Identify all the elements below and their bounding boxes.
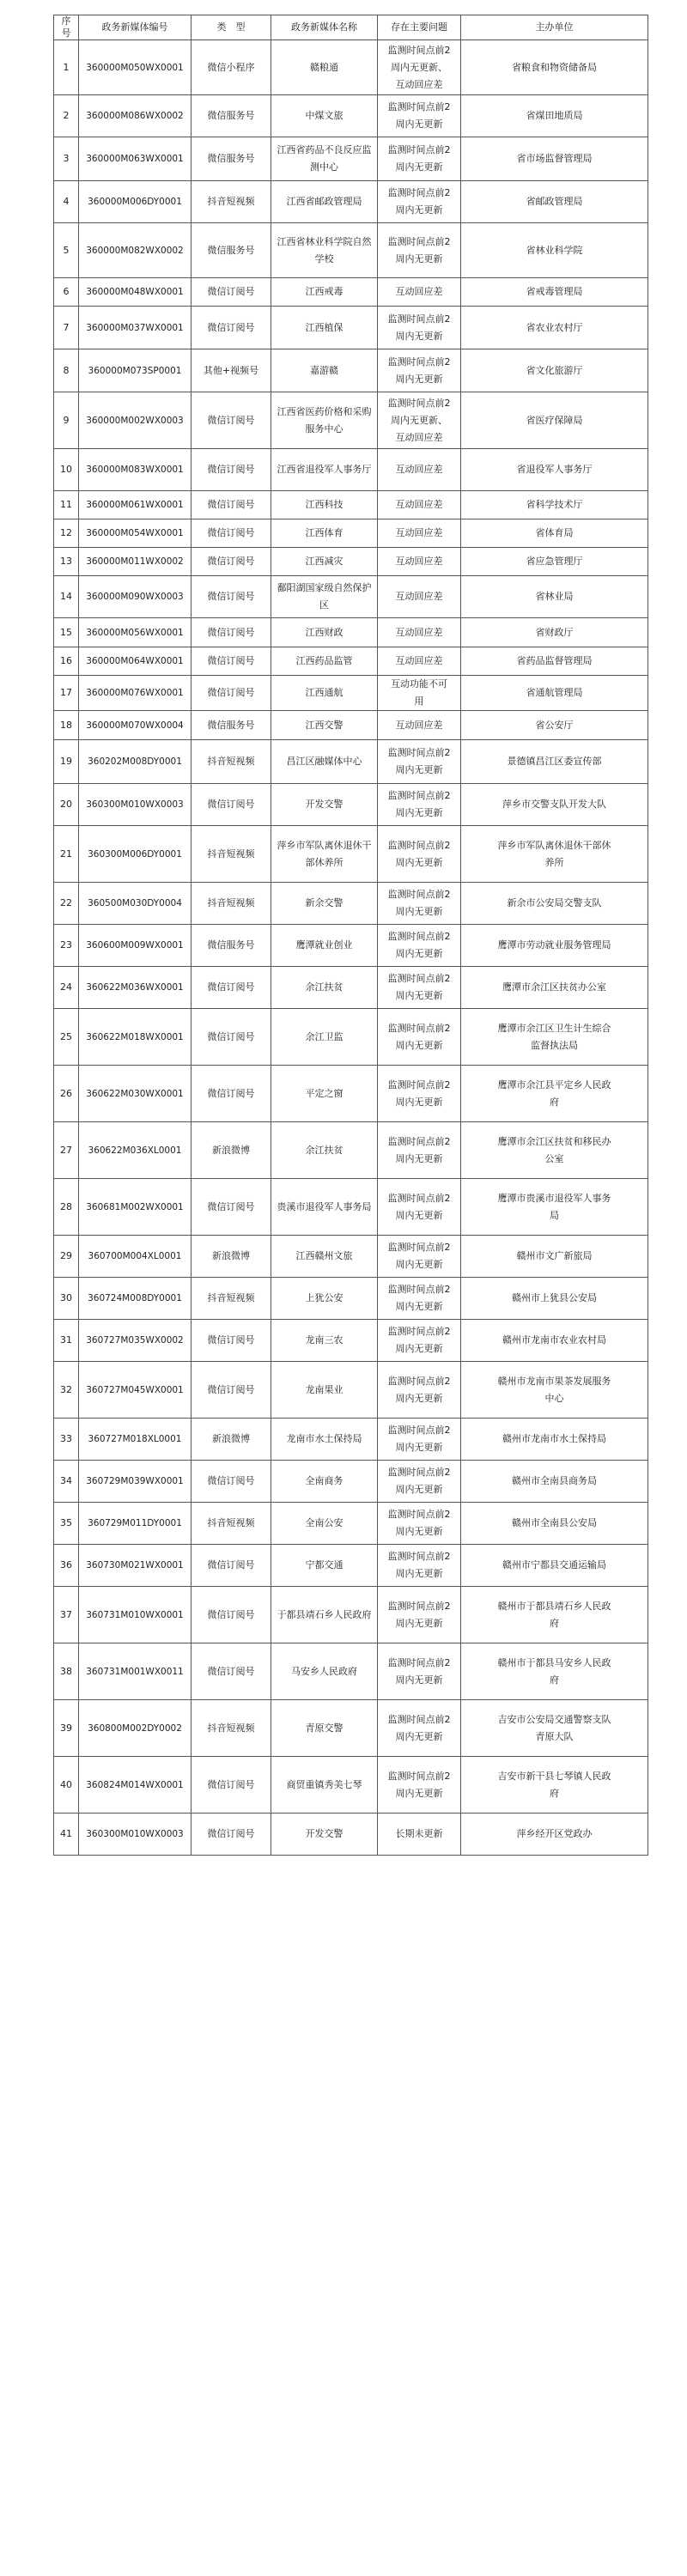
cell-unit: 萍乡市军队离休退休干部休养所 bbox=[461, 826, 648, 883]
cell-issue: 监测时间点前2周内无更新 bbox=[378, 1461, 461, 1503]
table-row bbox=[54, 349, 648, 392]
cell-issue: 互动功能不可用 bbox=[378, 676, 461, 711]
table-row bbox=[54, 711, 648, 740]
cell-type: 微信订阅号 bbox=[192, 548, 271, 576]
header-unit: 主办单位 bbox=[461, 15, 648, 40]
cell-code: 360724M008DY0001 bbox=[79, 1278, 192, 1320]
cell-name: 江西科技 bbox=[271, 491, 378, 519]
cell-type: 抖音短视频 bbox=[192, 740, 271, 784]
cell-no: 23 bbox=[54, 925, 79, 967]
cell-no: 39 bbox=[54, 1700, 79, 1757]
cell-name: 马安乡人民政府 bbox=[271, 1643, 378, 1700]
cell-type: 微信服务号 bbox=[192, 95, 271, 137]
cell-code: 360824M014WX0001 bbox=[79, 1757, 192, 1814]
cell-code: 360300M006DY0001 bbox=[79, 826, 192, 883]
cell-unit: 鹰潭市劳动就业服务管理局 bbox=[461, 925, 648, 967]
cell-name: 开发交警 bbox=[271, 784, 378, 826]
cell-code: 360731M010WX0001 bbox=[79, 1587, 192, 1643]
cell-issue: 监测时间点前2周内无更新 bbox=[378, 1320, 461, 1362]
cell-issue: 互动回应差 bbox=[378, 519, 461, 548]
cell-name: 开发交警 bbox=[271, 1814, 378, 1856]
header-name: 政务新媒体名称 bbox=[271, 15, 378, 40]
cell-type: 微信订阅号 bbox=[192, 1545, 271, 1587]
cell-unit: 省邮政管理局 bbox=[461, 181, 648, 223]
cell-code: 360700M004XL0001 bbox=[79, 1236, 192, 1278]
cell-name: 上犹公安 bbox=[271, 1278, 378, 1320]
cell-code: 360000M054WX0001 bbox=[79, 519, 192, 548]
cell-type: 微信订阅号 bbox=[192, 676, 271, 711]
cell-issue: 互动回应差 bbox=[378, 618, 461, 647]
cell-issue: 互动回应差 bbox=[378, 711, 461, 740]
cell-name: 昌江区融媒体中心 bbox=[271, 740, 378, 784]
cell-no: 35 bbox=[54, 1503, 79, 1545]
cell-code: 360000M064WX0001 bbox=[79, 647, 192, 676]
cell-name: 江西戒毒 bbox=[271, 278, 378, 307]
cell-no: 18 bbox=[54, 711, 79, 740]
cell-code: 360622M018WX0001 bbox=[79, 1009, 192, 1066]
cell-issue: 互动回应差 bbox=[378, 647, 461, 676]
cell-no: 11 bbox=[54, 491, 79, 519]
table-row bbox=[54, 392, 648, 449]
cell-type: 新浪微博 bbox=[192, 1419, 271, 1461]
cell-code: 360000M050WX0001 bbox=[79, 40, 192, 95]
cell-no: 6 bbox=[54, 278, 79, 307]
cell-unit: 新余市公安局交警支队 bbox=[461, 883, 648, 925]
cell-type: 微信订阅号 bbox=[192, 1757, 271, 1814]
cell-unit: 省市场监督管理局 bbox=[461, 137, 648, 181]
cell-unit: 省戒毒管理局 bbox=[461, 278, 648, 307]
table-row bbox=[54, 1278, 648, 1320]
cell-code: 360000M006DY0001 bbox=[79, 181, 192, 223]
cell-code: 360622M030WX0001 bbox=[79, 1066, 192, 1122]
cell-issue: 监测时间点前2周内无更新 bbox=[378, 784, 461, 826]
cell-type: 微信小程序 bbox=[192, 40, 271, 95]
cell-type: 新浪微博 bbox=[192, 1236, 271, 1278]
cell-unit: 省粮食和物资储备局 bbox=[461, 40, 648, 95]
cell-unit: 赣州市龙南市水土保持局 bbox=[461, 1419, 648, 1461]
cell-unit: 省应急管理厅 bbox=[461, 548, 648, 576]
cell-type: 微信订阅号 bbox=[192, 1179, 271, 1236]
cell-unit: 赣州市文广新旅局 bbox=[461, 1236, 648, 1278]
table-row bbox=[54, 137, 648, 181]
table-row bbox=[54, 278, 648, 307]
cell-no: 27 bbox=[54, 1122, 79, 1179]
cell-type: 微信订阅号 bbox=[192, 1009, 271, 1066]
cell-unit: 吉安市新干县七琴镇人民政府 bbox=[461, 1757, 648, 1814]
cell-issue: 互动回应差 bbox=[378, 278, 461, 307]
cell-no: 32 bbox=[54, 1362, 79, 1419]
table-row bbox=[54, 223, 648, 278]
cell-unit: 省体育局 bbox=[461, 519, 648, 548]
cell-issue: 监测时间点前2周内无更新 bbox=[378, 1545, 461, 1587]
cell-type: 新浪微博 bbox=[192, 1122, 271, 1179]
cell-no: 38 bbox=[54, 1643, 79, 1700]
cell-name: 中煤文旅 bbox=[271, 95, 378, 137]
cell-name: 萍乡市军队离休退休干部休养所 bbox=[271, 826, 378, 883]
cell-name: 嘉游赣 bbox=[271, 349, 378, 392]
cell-name: 全南商务 bbox=[271, 1461, 378, 1503]
cell-issue: 监测时间点前2周内无更新、互动回应差 bbox=[378, 392, 461, 449]
cell-code: 360000M002WX0003 bbox=[79, 392, 192, 449]
cell-no: 12 bbox=[54, 519, 79, 548]
cell-no: 2 bbox=[54, 95, 79, 137]
table-row bbox=[54, 826, 648, 883]
table-row bbox=[54, 1757, 648, 1814]
table-row bbox=[54, 676, 648, 711]
cell-no: 34 bbox=[54, 1461, 79, 1503]
cell-no: 9 bbox=[54, 392, 79, 449]
cell-code: 360300M010WX0003 bbox=[79, 1814, 192, 1856]
cell-name: 商贸重镇秀美七琴 bbox=[271, 1757, 378, 1814]
cell-code: 360727M045WX0001 bbox=[79, 1362, 192, 1419]
cell-issue: 监测时间点前2周内无更新 bbox=[378, 95, 461, 137]
cell-type: 其他+视频号 bbox=[192, 349, 271, 392]
cell-issue: 监测时间点前2周内无更新 bbox=[378, 967, 461, 1009]
cell-name: 江西通航 bbox=[271, 676, 378, 711]
cell-issue: 监测时间点前2周内无更新 bbox=[378, 1236, 461, 1278]
cell-code: 360800M002DY0002 bbox=[79, 1700, 192, 1757]
cell-name: 江西省退役军人事务厅 bbox=[271, 449, 378, 491]
cell-code: 360681M002WX0001 bbox=[79, 1179, 192, 1236]
cell-code: 360730M021WX0001 bbox=[79, 1545, 192, 1587]
cell-type: 微信订阅号 bbox=[192, 1587, 271, 1643]
header-type: 类 型 bbox=[192, 15, 271, 40]
notice-table-container bbox=[53, 15, 647, 1856]
cell-type: 抖音短视频 bbox=[192, 1700, 271, 1757]
cell-type: 微信订阅号 bbox=[192, 1814, 271, 1856]
cell-code: 360000M076WX0001 bbox=[79, 676, 192, 711]
cell-name: 龙南果业 bbox=[271, 1362, 378, 1419]
cell-type: 微信服务号 bbox=[192, 137, 271, 181]
table-row bbox=[54, 925, 648, 967]
cell-code: 360622M036WX0001 bbox=[79, 967, 192, 1009]
cell-type: 微信订阅号 bbox=[192, 1643, 271, 1700]
cell-no: 22 bbox=[54, 883, 79, 925]
cell-name: 江西赣州文旅 bbox=[271, 1236, 378, 1278]
cell-name: 江西省林业科学院自然学校 bbox=[271, 223, 378, 278]
cell-type: 抖音短视频 bbox=[192, 826, 271, 883]
cell-type: 微信订阅号 bbox=[192, 1461, 271, 1503]
cell-issue: 监测时间点前2周内无更新、互动回应差 bbox=[378, 40, 461, 95]
cell-code: 360727M035WX0002 bbox=[79, 1320, 192, 1362]
table-row bbox=[54, 449, 648, 491]
cell-unit: 省药品监督管理局 bbox=[461, 647, 648, 676]
table-row bbox=[54, 883, 648, 925]
cell-unit: 省林业科学院 bbox=[461, 223, 648, 278]
cell-unit: 赣州市于都县马安乡人民政府 bbox=[461, 1643, 648, 1700]
cell-name: 宁都交通 bbox=[271, 1545, 378, 1587]
cell-issue: 监测时间点前2周内无更新 bbox=[378, 1700, 461, 1757]
cell-unit: 赣州市宁都县交通运输局 bbox=[461, 1545, 648, 1587]
cell-no: 26 bbox=[54, 1066, 79, 1122]
cell-no: 29 bbox=[54, 1236, 79, 1278]
cell-code: 360000M070WX0004 bbox=[79, 711, 192, 740]
cell-no: 28 bbox=[54, 1179, 79, 1236]
cell-no: 7 bbox=[54, 307, 79, 349]
cell-code: 360000M086WX0002 bbox=[79, 95, 192, 137]
cell-issue: 互动回应差 bbox=[378, 449, 461, 491]
cell-code: 360000M048WX0001 bbox=[79, 278, 192, 307]
table-row bbox=[54, 95, 648, 137]
cell-code: 360000M083WX0001 bbox=[79, 449, 192, 491]
table-row bbox=[54, 1461, 648, 1503]
cell-no: 40 bbox=[54, 1757, 79, 1814]
table-row bbox=[54, 548, 648, 576]
cell-unit: 赣州市全南县公安局 bbox=[461, 1503, 648, 1545]
table-row bbox=[54, 491, 648, 519]
cell-issue: 监测时间点前2周内无更新 bbox=[378, 1362, 461, 1419]
cell-name: 全南公安 bbox=[271, 1503, 378, 1545]
cell-issue: 互动回应差 bbox=[378, 491, 461, 519]
table-row bbox=[54, 1587, 648, 1643]
cell-issue: 监测时间点前2周内无更新 bbox=[378, 1587, 461, 1643]
cell-type: 微信订阅号 bbox=[192, 278, 271, 307]
cell-name: 江西减灾 bbox=[271, 548, 378, 576]
cell-type: 微信订阅号 bbox=[192, 1066, 271, 1122]
cell-type: 微信服务号 bbox=[192, 223, 271, 278]
cell-type: 抖音短视频 bbox=[192, 1278, 271, 1320]
cell-type: 微信订阅号 bbox=[192, 784, 271, 826]
cell-unit: 鹰潭市贵溪市退役军人事务局 bbox=[461, 1179, 648, 1236]
cell-unit: 赣州市于都县靖石乡人民政府 bbox=[461, 1587, 648, 1643]
cell-unit: 鹰潭市余江区扶贫办公室 bbox=[461, 967, 648, 1009]
table-row bbox=[54, 967, 648, 1009]
table-row bbox=[54, 1320, 648, 1362]
cell-name: 江西省邮政管理局 bbox=[271, 181, 378, 223]
cell-name: 赣粮通 bbox=[271, 40, 378, 95]
cell-name: 江西药品监管 bbox=[271, 647, 378, 676]
cell-no: 20 bbox=[54, 784, 79, 826]
cell-no: 30 bbox=[54, 1278, 79, 1320]
table-row bbox=[54, 519, 648, 548]
cell-unit: 鹰潭市余江区卫生计生综合监督执法局 bbox=[461, 1009, 648, 1066]
cell-name: 贵溪市退役军人事务局 bbox=[271, 1179, 378, 1236]
cell-unit: 省科学技术厅 bbox=[461, 491, 648, 519]
cell-name: 龙南三农 bbox=[271, 1320, 378, 1362]
cell-code: 360600M009WX0001 bbox=[79, 925, 192, 967]
cell-no: 17 bbox=[54, 676, 79, 711]
cell-code: 360729M039WX0001 bbox=[79, 1461, 192, 1503]
cell-unit: 赣州市龙南市农业农村局 bbox=[461, 1320, 648, 1362]
cell-type: 微信订阅号 bbox=[192, 967, 271, 1009]
cell-type: 微信订阅号 bbox=[192, 449, 271, 491]
cell-unit: 省公安厅 bbox=[461, 711, 648, 740]
cell-issue: 监测时间点前2周内无更新 bbox=[378, 1419, 461, 1461]
cell-type: 抖音短视频 bbox=[192, 181, 271, 223]
header-issue: 存在主要问题 bbox=[378, 15, 461, 40]
cell-code: 360202M008DY0001 bbox=[79, 740, 192, 784]
cell-issue: 监测时间点前2周内无更新 bbox=[378, 1643, 461, 1700]
cell-code: 360000M056WX0001 bbox=[79, 618, 192, 647]
cell-unit: 省林业局 bbox=[461, 576, 648, 618]
cell-code: 360500M030DY0004 bbox=[79, 883, 192, 925]
cell-issue: 互动回应差 bbox=[378, 576, 461, 618]
table-row bbox=[54, 618, 648, 647]
cell-issue: 监测时间点前2周内无更新 bbox=[378, 925, 461, 967]
cell-unit: 赣州市龙南市果茶发展服务中心 bbox=[461, 1362, 648, 1419]
table-row bbox=[54, 1179, 648, 1236]
cell-name: 鹰潭就业创业 bbox=[271, 925, 378, 967]
cell-name: 江西省医药价格和采购服务中心 bbox=[271, 392, 378, 449]
cell-type: 微信订阅号 bbox=[192, 1320, 271, 1362]
table-row bbox=[54, 1419, 648, 1461]
cell-name: 平定之窗 bbox=[271, 1066, 378, 1122]
cell-issue: 监测时间点前2周内无更新 bbox=[378, 349, 461, 392]
cell-name: 江西植保 bbox=[271, 307, 378, 349]
cell-no: 10 bbox=[54, 449, 79, 491]
cell-type: 微信订阅号 bbox=[192, 618, 271, 647]
table-row bbox=[54, 740, 648, 784]
cell-issue: 监测时间点前2周内无更新 bbox=[378, 1757, 461, 1814]
cell-issue: 监测时间点前2周内无更新 bbox=[378, 307, 461, 349]
header-no: 序号 bbox=[54, 15, 79, 40]
table-row bbox=[54, 1236, 648, 1278]
cell-name: 余江扶贫 bbox=[271, 1122, 378, 1179]
cell-no: 31 bbox=[54, 1320, 79, 1362]
cell-unit: 鹰潭市余江县平定乡人民政府 bbox=[461, 1066, 648, 1122]
table-row bbox=[54, 307, 648, 349]
cell-type: 抖音短视频 bbox=[192, 1503, 271, 1545]
cell-type: 微信订阅号 bbox=[192, 307, 271, 349]
table-body bbox=[54, 40, 648, 1856]
cell-type: 微信订阅号 bbox=[192, 491, 271, 519]
cell-code: 360000M061WX0001 bbox=[79, 491, 192, 519]
cell-unit: 省煤田地质局 bbox=[461, 95, 648, 137]
table-row bbox=[54, 40, 648, 95]
header-code: 政务新媒体编号 bbox=[79, 15, 192, 40]
cell-no: 8 bbox=[54, 349, 79, 392]
cell-name: 江西财政 bbox=[271, 618, 378, 647]
cell-name: 余江卫监 bbox=[271, 1009, 378, 1066]
cell-no: 19 bbox=[54, 740, 79, 784]
cell-issue: 监测时间点前2周内无更新 bbox=[378, 826, 461, 883]
table-row bbox=[54, 647, 648, 676]
cell-issue: 监测时间点前2周内无更新 bbox=[378, 740, 461, 784]
cell-code: 360000M082WX0002 bbox=[79, 223, 192, 278]
cell-name: 余江扶贫 bbox=[271, 967, 378, 1009]
table-row bbox=[54, 1009, 648, 1066]
cell-issue: 监测时间点前2周内无更新 bbox=[378, 1278, 461, 1320]
cell-no: 36 bbox=[54, 1545, 79, 1587]
cell-name: 江西体育 bbox=[271, 519, 378, 548]
table-row bbox=[54, 1066, 648, 1122]
cell-no: 5 bbox=[54, 223, 79, 278]
table-row bbox=[54, 784, 648, 826]
table-row bbox=[54, 1503, 648, 1545]
table-row bbox=[54, 1643, 648, 1700]
table-row bbox=[54, 576, 648, 618]
cell-no: 16 bbox=[54, 647, 79, 676]
cell-unit: 省文化旅游厅 bbox=[461, 349, 648, 392]
cell-unit: 省财政厅 bbox=[461, 618, 648, 647]
cell-code: 360729M011DY0001 bbox=[79, 1503, 192, 1545]
cell-issue: 监测时间点前2周内无更新 bbox=[378, 1009, 461, 1066]
cell-issue: 监测时间点前2周内无更新 bbox=[378, 1179, 461, 1236]
table-row bbox=[54, 1700, 648, 1757]
cell-issue: 监测时间点前2周内无更新 bbox=[378, 1066, 461, 1122]
cell-unit: 鹰潭市余江区扶贫和移民办公室 bbox=[461, 1122, 648, 1179]
cell-name: 于都县靖石乡人民政府 bbox=[271, 1587, 378, 1643]
cell-no: 4 bbox=[54, 181, 79, 223]
cell-issue: 监测时间点前2周内无更新 bbox=[378, 181, 461, 223]
cell-unit: 省医疗保障局 bbox=[461, 392, 648, 449]
cell-no: 1 bbox=[54, 40, 79, 95]
cell-name: 鄱阳湖国家级自然保护区 bbox=[271, 576, 378, 618]
cell-code: 360000M011WX0002 bbox=[79, 548, 192, 576]
cell-unit: 省退役军人事务厅 bbox=[461, 449, 648, 491]
table-row bbox=[54, 1362, 648, 1419]
table-row bbox=[54, 1122, 648, 1179]
cell-unit: 赣州市全南县商务局 bbox=[461, 1461, 648, 1503]
cell-type: 微信服务号 bbox=[192, 925, 271, 967]
cell-type: 抖音短视频 bbox=[192, 883, 271, 925]
cell-name: 新余交警 bbox=[271, 883, 378, 925]
cell-no: 41 bbox=[54, 1814, 79, 1856]
cell-type: 微信订阅号 bbox=[192, 519, 271, 548]
cell-no: 24 bbox=[54, 967, 79, 1009]
cell-name: 江西交警 bbox=[271, 711, 378, 740]
cell-no: 15 bbox=[54, 618, 79, 647]
cell-issue: 监测时间点前2周内无更新 bbox=[378, 1503, 461, 1545]
cell-type: 微信订阅号 bbox=[192, 1362, 271, 1419]
cell-no: 3 bbox=[54, 137, 79, 181]
gov-new-media-table bbox=[53, 15, 648, 1856]
cell-issue: 监测时间点前2周内无更新 bbox=[378, 137, 461, 181]
cell-code: 360000M073SP0001 bbox=[79, 349, 192, 392]
cell-unit: 吉安市公安局交通警察支队青原大队 bbox=[461, 1700, 648, 1757]
table-row bbox=[54, 1814, 648, 1856]
cell-unit: 萍乡经开区党政办 bbox=[461, 1814, 648, 1856]
cell-no: 33 bbox=[54, 1419, 79, 1461]
cell-no: 21 bbox=[54, 826, 79, 883]
cell-issue: 监测时间点前2周内无更新 bbox=[378, 1122, 461, 1179]
cell-no: 25 bbox=[54, 1009, 79, 1066]
cell-code: 360000M090WX0003 bbox=[79, 576, 192, 618]
cell-issue: 监测时间点前2周内无更新 bbox=[378, 883, 461, 925]
cell-code: 360727M018XL0001 bbox=[79, 1419, 192, 1461]
cell-type: 微信订阅号 bbox=[192, 647, 271, 676]
cell-type: 微信订阅号 bbox=[192, 392, 271, 449]
cell-no: 13 bbox=[54, 548, 79, 576]
cell-no: 14 bbox=[54, 576, 79, 618]
cell-issue: 互动回应差 bbox=[378, 548, 461, 576]
cell-code: 360622M036XL0001 bbox=[79, 1122, 192, 1179]
cell-unit: 景德镇昌江区委宣传部 bbox=[461, 740, 648, 784]
cell-code: 360300M010WX0003 bbox=[79, 784, 192, 826]
cell-name: 青原交警 bbox=[271, 1700, 378, 1757]
cell-no: 37 bbox=[54, 1587, 79, 1643]
cell-code: 360731M001WX0011 bbox=[79, 1643, 192, 1700]
cell-unit: 省农业农村厅 bbox=[461, 307, 648, 349]
cell-unit: 省通航管理局 bbox=[461, 676, 648, 711]
cell-name: 龙南市水土保持局 bbox=[271, 1419, 378, 1461]
cell-type: 微信订阅号 bbox=[192, 576, 271, 618]
cell-issue: 长期未更新 bbox=[378, 1814, 461, 1856]
table-row bbox=[54, 1545, 648, 1587]
cell-name: 江西省药品不良反应监测中心 bbox=[271, 137, 378, 181]
cell-unit: 赣州市上犹县公安局 bbox=[461, 1278, 648, 1320]
cell-code: 360000M063WX0001 bbox=[79, 137, 192, 181]
table-row bbox=[54, 181, 648, 223]
cell-issue: 监测时间点前2周内无更新 bbox=[378, 223, 461, 278]
cell-type: 微信服务号 bbox=[192, 711, 271, 740]
table-header-row bbox=[54, 15, 648, 40]
cell-code: 360000M037WX0001 bbox=[79, 307, 192, 349]
cell-unit: 萍乡市交警支队开发大队 bbox=[461, 784, 648, 826]
